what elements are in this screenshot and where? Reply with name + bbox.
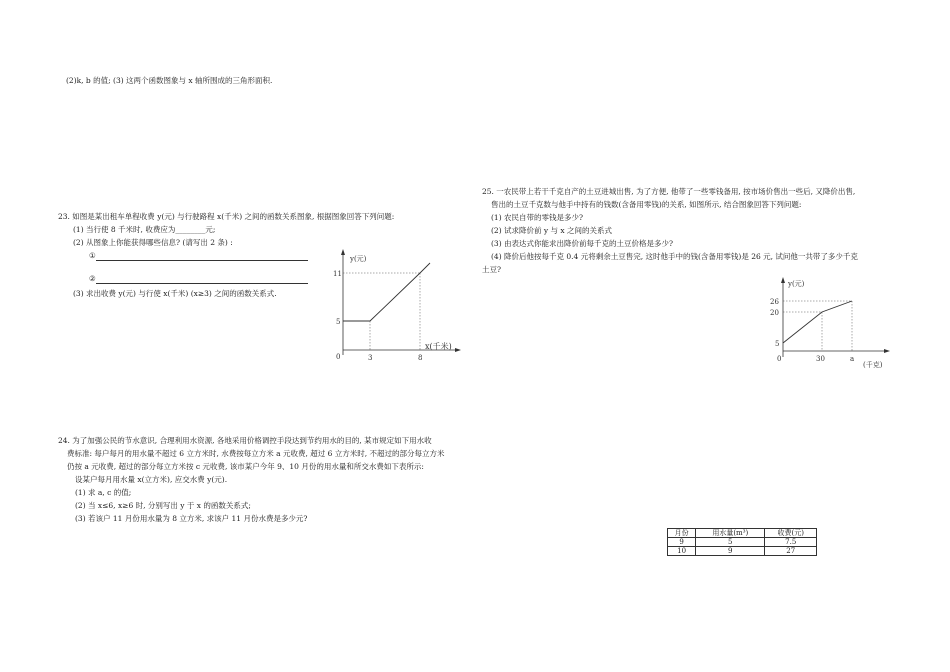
table-header-cell: 用水量(m³) (696, 529, 765, 538)
q25-part4: (4) 降价后他按每千克 0.4 元将剩余土豆售完, 这时他手中的钱(含备用零钱)是 26 元, 试问他一共带了多少千克 (491, 252, 858, 261)
q23-x-tick-3: 3 (368, 354, 373, 362)
table-cell: 5 (696, 538, 765, 547)
q25-line2: 售出的土豆千克数与他手中持有的钱数(含备用零钱)的关系, 如图所示, 结合图象回答下列问题: (491, 200, 802, 209)
q24-part3: (3) 若该户 11 月份用水量为 8 立方米, 求该户 11 月份水费是多少元? (75, 514, 308, 523)
question-fragment: (2)k, b 的值; (3) 这两个函数图象与 x 轴所围成的三角形面积. (66, 76, 273, 85)
q23-origin-label: 0 (336, 353, 341, 361)
q25-x-axis-label: (千克) (863, 361, 883, 369)
q23-part3: (3) 求出收费 y(元) 与行使 x(千米) (x≥3) 之间的函数关系式. (73, 289, 277, 298)
q23-blank2-marker: ② (89, 274, 96, 283)
q23-y-tick-11: 11 (333, 270, 342, 278)
q23-x-axis-label: x(千米) (425, 342, 452, 351)
q24-line4: 设某户每月用水量 x(立方米), 应交水费 y(元). (75, 475, 228, 484)
table-header-row (668, 529, 817, 538)
q23-x-tick-8: 8 (418, 354, 423, 362)
q25-graph (768, 275, 908, 375)
table-row (668, 547, 817, 556)
q24-line2: 费标准: 每户每月的用水量不超过 6 立方米时, 水费按每立方米 a 元收费, 超过 6 立方米时, 不超过的部分每立方米 (67, 449, 445, 458)
q25-part4-cont: 土豆? (482, 265, 502, 274)
q25-x-arrow (884, 349, 890, 353)
q23-blank1-line (96, 260, 308, 261)
q23-graph (330, 245, 480, 375)
q25-y-tick-26: 26 (770, 298, 779, 306)
table-header-cell: 月份 (668, 529, 696, 538)
table-row (668, 538, 817, 547)
table-header-cell: 收费(元) (765, 529, 817, 538)
q25-part2: (2) 试求降价前 y 与 x 之间的关系式 (491, 226, 613, 235)
q25-y-arrow (781, 277, 785, 283)
q25-origin-label: 0 (777, 355, 782, 363)
q25-y-tick-5: 5 (775, 340, 780, 348)
q23-x-arrow (455, 348, 461, 352)
table-cell: 7.5 (765, 538, 817, 547)
water-usage-table (667, 528, 817, 556)
table-cell: 10 (668, 547, 696, 556)
q24-line3: 仍按 a 元收费, 超过的部分每立方米按 c 元收费, 该市某户今年 9、10 月份的用水量和所交水费如下表所示: (67, 462, 424, 471)
q23-function-line (343, 263, 430, 321)
q24-line1: 24. 为了加强公民的节水意识, 合理利用水资源, 各地采用价格调控手段达到节约用水的目的, 某市规定如下用水收 (58, 436, 432, 445)
q23-y-axis-label: y(元) (350, 255, 367, 263)
q23-stem: 23. 如图是某出租车单程收费 y(元) 与行驶路程 x(千米) 之间的函数关系图象, 根据图象回答下列问题: (58, 212, 395, 221)
q25-x-tick-a: a (850, 355, 855, 363)
q24-part2: (2) 当 x≤6, x≥6 时, 分别写出 y 于 x 的函数关系式; (75, 501, 251, 510)
q25-y-tick-20: 20 (770, 309, 779, 317)
table-cell: 27 (765, 547, 817, 556)
q23-blank1-marker: ① (89, 251, 96, 260)
table-cell: 9 (696, 547, 765, 556)
q25-y-axis-label: y(元) (788, 280, 805, 288)
q25-line1: 25. 一农民带上若干千克自产的土豆进城出售, 为了方便, 他带了一些零钱备用, 按市场价售出一些后, 又降价出售, (482, 187, 856, 196)
q23-blank2-line (96, 283, 308, 284)
q23-y-tick-5: 5 (336, 318, 341, 326)
q23-part1: (1) 当行使 8 千米时, 收费应为________元; (73, 225, 216, 234)
q24-part1: (1) 求 a, c 的值; (75, 488, 132, 497)
q25-x-tick-30: 30 (816, 355, 825, 363)
q25-part3: (3) 由表达式你能求出降价前每千克的土豆价格是多少? (491, 239, 674, 248)
q25-part1: (1) 农民自带的零钱是多少? (491, 213, 584, 222)
table-cell: 9 (668, 538, 696, 547)
q23-y-arrow (341, 249, 345, 255)
q23-part2: (2) 从图象上你能获得哪些信息? (请写出 2 条) : (73, 238, 233, 247)
q25-function-line (783, 301, 852, 343)
